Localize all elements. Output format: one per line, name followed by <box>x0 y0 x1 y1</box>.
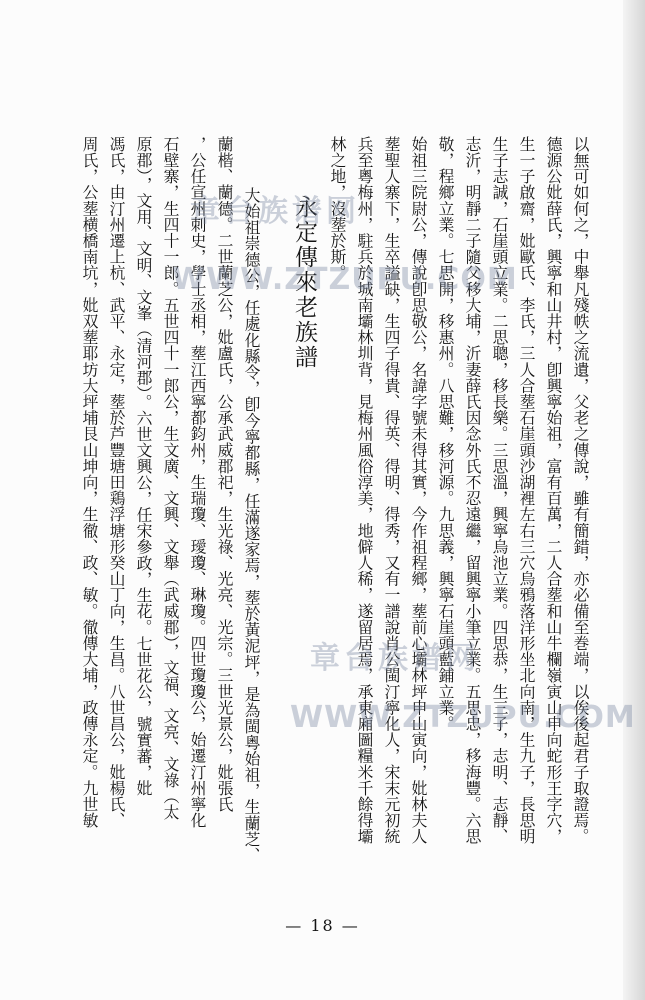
text-column-8: 塟聖人寨下，生卒謚缺，生四子得貴、得英、得明、得秀，又有一譜說肖公閩汀寧化人，宋末元初統 <box>382 136 401 845</box>
text-column-5: 志沂，明靜二子隨父移大埔，沂妻薛氏因念外氏不忍遠繼，留興寧小筆立業。五思忠，移海豐。六思 <box>463 136 482 845</box>
text-column-19: 周氏，公塟横橋南坑，妣双塟耶坊大坪埔艮山坤向，生徹、政、敏。徹傳大埔，政傳永定。九世敏 <box>80 136 99 829</box>
text-column-6: 敬，程鄉立業。七思開，移惠州。八思難，移河源。九思義，興寧石崖頭藍鋪立業。 <box>436 136 455 732</box>
section-title: 永定傳來老族譜 <box>291 195 317 370</box>
text-column-16: 石壁寨，生四十一郎。五世四十一郎公，生文廣、文興、文舉（武威郡），文福、文亮、文祿（太 <box>161 136 180 821</box>
text-column-15: ，公任宣州刺史，學士丞相，塟江西寧都鈞州，生瑞瓊、璦瓊、琳瓊。四世瓊瓊公，始遷汀州寧化 <box>188 136 207 829</box>
text-column-4: 生子志誠，石崖頭立業。二思聰，移長樂。三思溫，興寧烏池立業。四思恭，生三子，志明、志靜、 <box>490 136 509 845</box>
watermark-site-name: 章台族谱网 <box>310 641 480 676</box>
text-column-17: 原郡），文用、文明、文峯（清河郡）。六世文興公，任宋參政，生花。七世花公，號實蕃，妣 <box>134 136 153 797</box>
text-column-9: 兵至粵梅州，駐兵於城南壩林圳背，見梅州風俗淳美，地僻人稀，遂留居焉，承東廂圖糧米千餘得壩 <box>355 136 374 845</box>
text-column-10: 林之地，沒塟於斯。 <box>328 136 347 281</box>
text-column-1: 以無可如何之，中舉凡殘帙之流遺，父老之傳說，雖有簡錯，亦必備至巻端，以俟後起君子取證焉。 <box>571 136 590 845</box>
text-column-2: 德源公妣薛氏，興寧和山井村，卽興寧始祖，富有百萬，二人合塟和山牛欄嶺寅山申向蛇形王字穴， <box>544 136 563 845</box>
text-column-3: 生一子啟齋，妣歐氏、李氏，三人合塟石崖頭沙湖裡左右三穴烏鴉落洋形坐北向南，生九子，長思明 <box>517 136 536 845</box>
text-column-14: 蘭楷、蘭德。二世蘭芝公，妣盧氏，公承武威郡祀，生光祿、光亮、光宗。三世光景公，妣張氏 <box>215 136 234 813</box>
watermark-site-url: WWW.ZTZUPU.COM <box>172 262 518 297</box>
page-edge-shadow <box>623 0 645 1000</box>
text-column-13: 大始祖崇德公，任處化縣令，卽今寧都縣，任滿遂家焉，塟於黃泥坪，是為閩粵始祖，生蘭芝、 <box>242 187 261 864</box>
watermark-site-url: WWW.ZTZUPU.COM <box>290 700 636 735</box>
text-column-7: 始祖三院尉公，傳說卽思敬公，名諱字號未得其實，今作祖程鄉，塟前心壩林坪申山寅向，妣林夫人 <box>409 136 428 845</box>
page-number: — 18 — <box>285 916 360 935</box>
text-column-18: 馮氏，由汀州遷上杭、武平、永定，塟於芦豐塘田鶏浮塘形癸山丁向，生昌。八世昌公，妣楊氏、 <box>107 136 126 829</box>
watermark-site-name: 章台族谱网 <box>190 194 360 229</box>
